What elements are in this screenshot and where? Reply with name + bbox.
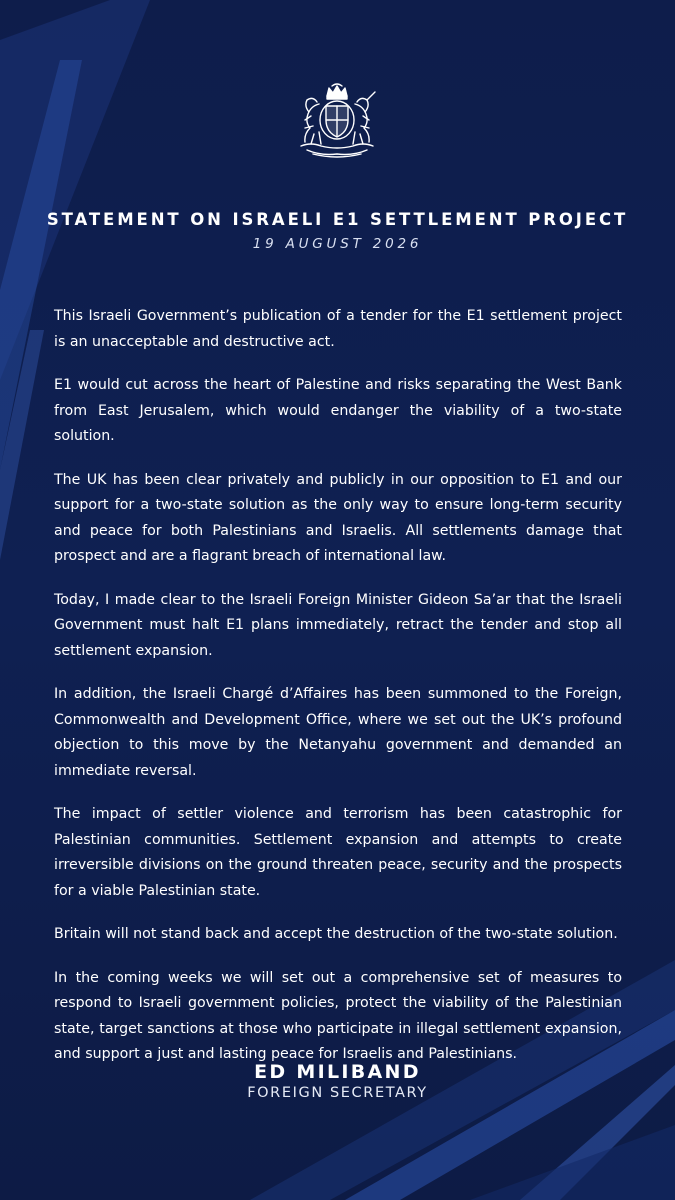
statement-date: 19 AUGUST 2026 [252,236,423,252]
statement-paragraph: Today, I made clear to the Israeli Foreign Minister Gideon Sa’ar that the Israeli Government must halt E1 plans immediately, retract the tender and stop all settlement expansion. [54,591,622,659]
statement-paragraph: The impact of settler violence and terrorism has been catastrophic for Palestinian communities. Settlement expansion and attempts to create irreversible divisions on the ground threaten peace, security and the prospects for a viable Palestinian state. [54,806,622,899]
statement-paragraph: This Israeli Government’s publication of a tender for the E1 settlement project is an unacceptable and destructive act. [54,308,622,350]
statement-paragraph: The UK has been clear privately and publicly in our opposition to E1 and our support for a two-state solution as the only way to ensure long-term security and peace for both Palestinians and Israelis. All settlements damage that prospect and are a flagrant breach of international law. [54,471,622,564]
statement-paragraph: Britain will not stand back and accept the destruction of the two-state solution. [54,926,618,942]
statement-body [54,304,622,1086]
statement-title: STATEMENT ON ISRAELI E1 SETTLEMENT PROJECT [46,210,629,229]
statement-paragraph: In addition, the Israeli Chargé d’Affaires has been summoned to the Foreign, Commonwealth and Development Office, where we set out the UK’s profound objection to this move by the Netanyahu government and demanded an immediate reversal. [54,686,622,779]
statement-paragraph: In the coming weeks we will set out a comprehensive set of measures to respond to Israeli government policies, protect the viability of the Palestinian state, target sanctions at those who participate in illegal settlement expansion, and support a just and lasting peace for Israelis and Palestinians. [54,969,622,1062]
signatory-name: ED MILIBAND [254,1061,421,1083]
royal-coat-of-arms-icon [287,82,387,160]
signatory-role: FOREIGN SECRETARY [247,1085,428,1101]
statement-paragraph: E1 would cut across the heart of Palestine and risks separating the West Bank from East Jerusalem, which would endanger the viability of a two-state solution. [54,377,622,444]
